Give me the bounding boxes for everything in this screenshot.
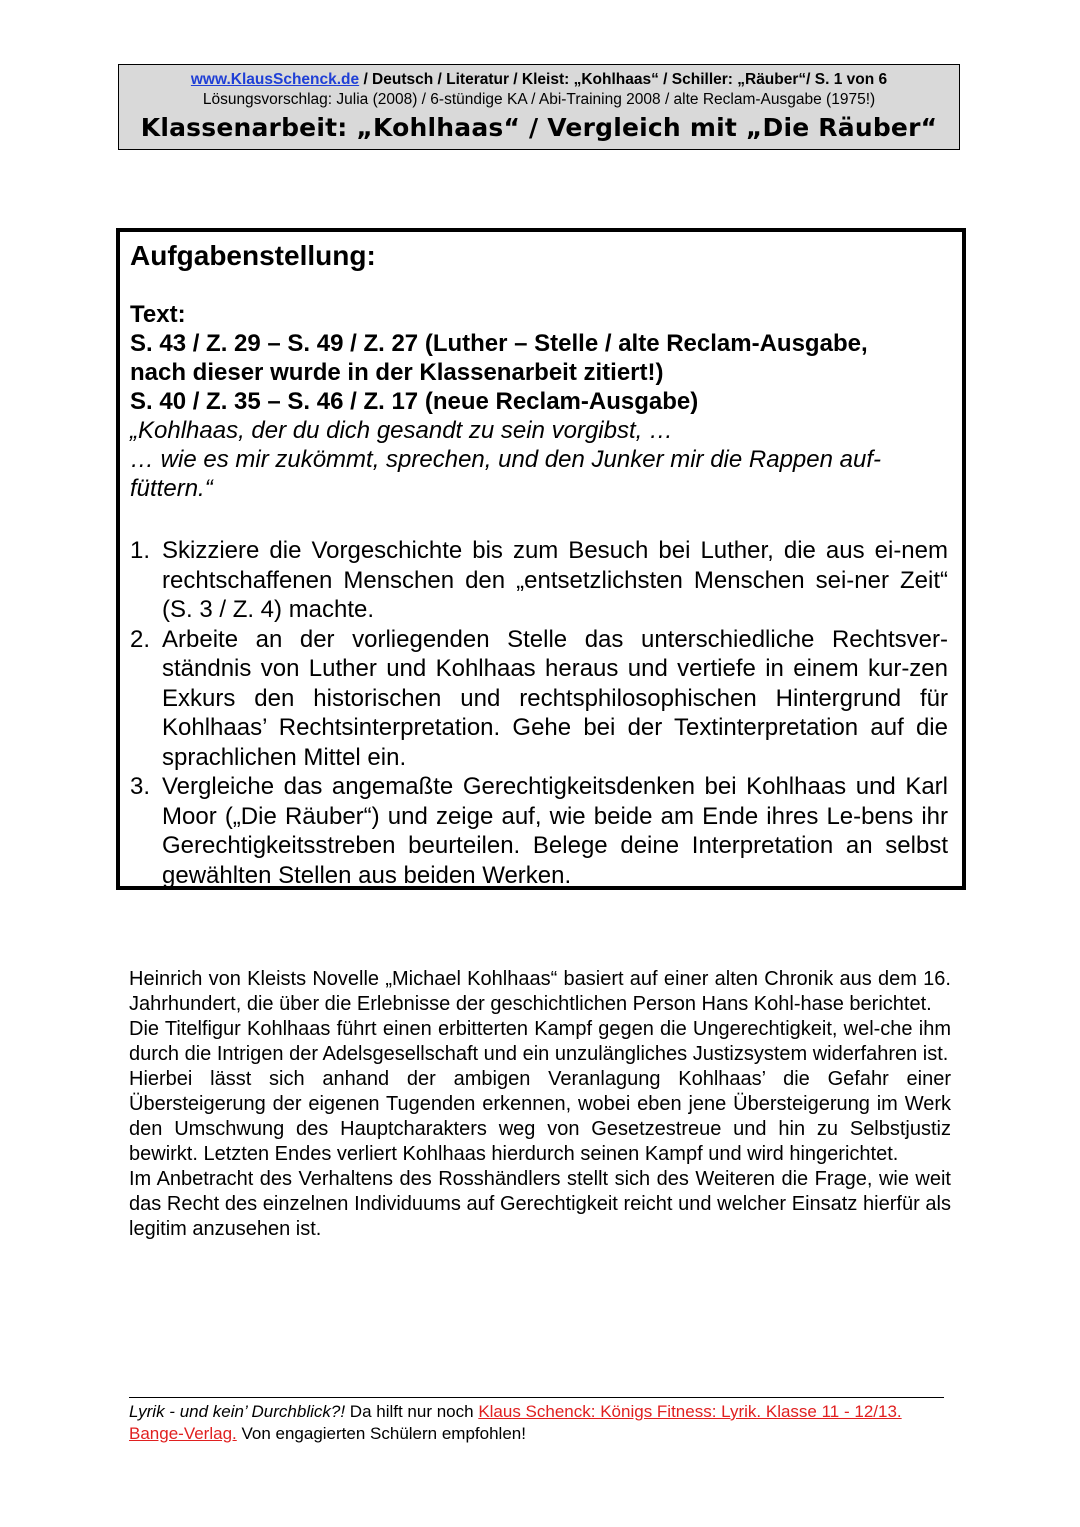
- quote-line-2: … wie es mir zukömmt, sprechen, und den Junker mir die Rappen auf-: [130, 446, 881, 473]
- task-heading: Aufgabenstellung:: [130, 240, 376, 271]
- footer: [129, 1401, 929, 1445]
- header-line-1: [119, 70, 959, 90]
- task-item: [130, 772, 948, 890]
- task-item: [130, 625, 948, 773]
- intro-paragraph: Im Anbetracht des Verhaltens des Rosshändlers stellt sich des Weiteren die Frage, wie weit das Recht des einzelnen Individuums auf Gerechtigkeit reicht und welcher Einsatz hierfür als legitim anzusehen ist.: [129, 1168, 951, 1240]
- task-item: [130, 536, 948, 625]
- text-label: Text:: [130, 301, 186, 328]
- header-breadcrumb: / Deutsch / Literatur / Kleist: „Kohlhaas“ / Schiller: „Räuber“/ S. 1 von 6: [359, 71, 888, 88]
- text-reference-2: nach dieser wurde in der Klassenarbeit zitiert!): [130, 359, 664, 386]
- quote-line-1: „Kohlhaas, der du dich gesandt zu sein vorgibst, …: [130, 417, 673, 444]
- footer-italic: Lyrik - und kein’ Durchblick?!: [129, 1402, 346, 1421]
- text-reference-3: S. 40 / Z. 35 – S. 46 / Z. 17 (neue Reclam-Ausgabe): [130, 388, 699, 415]
- intro-paragraph: Die Titelfigur Kohlhaas führt einen erbitterten Kampf gegen die Ungerechtigkeit, wel-che ihm durch die Intrigen der Adelsgesellschaft und ein unzulängliches Justizsystem widerfahren ist.: [129, 1018, 951, 1065]
- task-box: [116, 228, 966, 890]
- footer-end: Von engagierten Schülern empfohlen!: [236, 1424, 526, 1443]
- task-number: 2.: [130, 625, 151, 653]
- website-link[interactable]: www.KlausSchenck.de: [190, 71, 360, 88]
- task-number: 1.: [130, 537, 151, 564]
- introduction: [129, 967, 951, 1242]
- quote-line-3: füttern.“: [130, 475, 213, 502]
- task-text: Arbeite an der vorliegenden Stelle das unterschiedliche Rechtsver-ständnis von Luther und Kohlhaas heraus und vertiefe in einem kur-zen Exkurs den historischen und rechtsphilosophischen Hintergrund für Kohlhaas’ Rechtsinterpretation. Gehe bei der Textinterpretation auf die sprachlichen Mittel ein.: [162, 625, 948, 771]
- footer-divider: [129, 1397, 944, 1398]
- intro-paragraph: Hierbei lässt sich anhand der ambigen Veranlagung Kohlhaas’ die Gefahr einer Übersteigerung der eigenen Tugenden erkennen, wobei eben jene Übersteigerung im Werk den Umschwung des Hauptcharakters weg von Gesetzestreue und hin zu Selbstjustiz bewirkt. Letzten Endes verliert Kohlhaas hierdurch seinen Kampf und wird hingerichtet.: [129, 1068, 951, 1165]
- task-list: [130, 536, 948, 890]
- header-box: [118, 64, 960, 150]
- task-text: Skizziere die Vorgeschichte bis zum Besuch bei Luther, die aus ei-nem rechtschaffenen Menschen den „entsetzlichsten Menschen sei-ner Zeit“ (S. 3 / Z. 4) machte.: [162, 537, 948, 623]
- page-title: Klassenarbeit: „Kohlhaas“ / Vergleich mit „Die Räuber“: [140, 113, 938, 142]
- text-reference-1: S. 43 / Z. 29 – S. 49 / Z. 27 (Luther – Stelle / alte Reclam-Ausgabe,: [130, 330, 868, 357]
- book-link[interactable]: Klaus Schenck: Königs Fitness: Lyrik. Klasse 11 - 12/13. Bange-Verlag.: [129, 1402, 902, 1443]
- task-number: 3.: [130, 773, 151, 800]
- footer-text: Da hilft nur noch: [345, 1402, 479, 1421]
- header-line-2: Lösungsvorschlag: Julia (2008) / 6-stündige KA / Abi-Training 2008 / alte Reclam-Ausgabe (1975!): [202, 91, 876, 108]
- intro-paragraph: Heinrich von Kleists Novelle „Michael Kohlhaas“ basiert auf einer alten Chronik aus dem 16. Jahrhundert, die über die Erlebnisse der geschichtlichen Person Hans Kohl-hase berichtet.: [129, 968, 951, 1015]
- task-text: Vergleiche das angemaßte Gerechtigkeitsdenken bei Kohlhaas und Karl Moor („Die Räuber“) und zeige auf, wie beide am Ende ihres Le-bens ihr Gerechtigkeitsstreben beurteilen. Belege deine Interpretation an selbst gewählten Stellen aus beiden Werken.: [162, 773, 948, 889]
